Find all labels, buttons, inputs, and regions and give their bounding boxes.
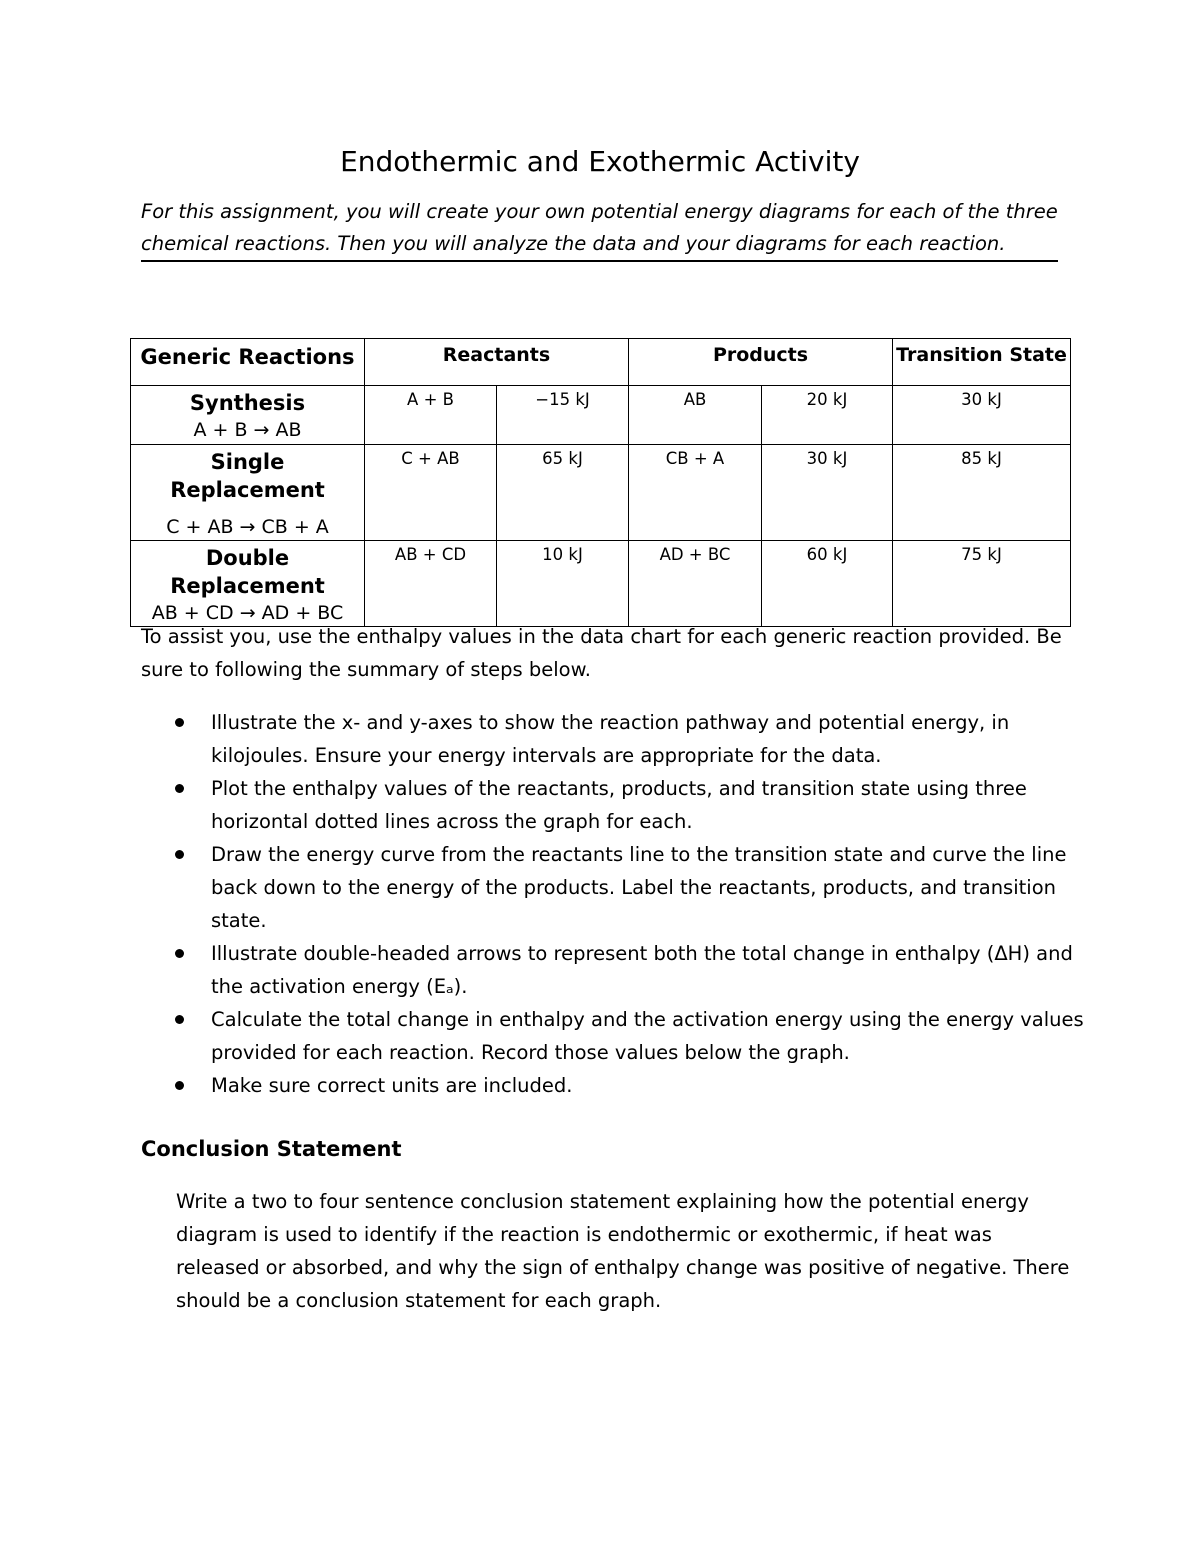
step-line: kilojoules. Ensure your energy intervals are appropriate for the data. <box>211 744 882 767</box>
reactant-energy-cell: 10 kJ <box>497 541 629 627</box>
header-products: Products <box>629 339 893 386</box>
transition-energy-cell: 75 kJ <box>893 541 1071 627</box>
list-item <box>141 706 1071 772</box>
product-energy-cell: 60 kJ <box>762 541 893 627</box>
table-row <box>131 445 1071 541</box>
intro-paragraph <box>141 196 1058 260</box>
header-reactants: Reactants <box>365 339 629 386</box>
product-cell: CB + A <box>629 445 762 541</box>
reactant-energy-cell: −15 kJ <box>497 386 629 445</box>
conclusion-paragraph <box>176 1185 1070 1317</box>
step-line: Calculate the total change in enthalpy and the activation energy using the energy values <box>211 1008 1084 1031</box>
table-header-row <box>131 339 1071 386</box>
step-line: Illustrate the x- and y-axes to show the reaction pathway and potential energy, in <box>211 711 1010 734</box>
assist-paragraph <box>141 620 1061 686</box>
reaction-data-table <box>130 338 1071 627</box>
bullet-icon <box>175 850 184 859</box>
transition-energy-cell: 85 kJ <box>893 445 1071 541</box>
reactant-cell: C + AB <box>365 445 497 541</box>
step-line: back down to the energy of the products. Label the reactants, products, and transition <box>211 876 1056 899</box>
reactant-energy-cell: 65 kJ <box>497 445 629 541</box>
bullet-icon <box>175 784 184 793</box>
step-line: provided for each reaction. Record those values below the graph. <box>211 1041 850 1064</box>
reaction-cell <box>131 445 365 541</box>
header-transition-state: Transition State <box>893 339 1071 386</box>
reactant-cell: AB + CD <box>365 541 497 627</box>
step-line: the activation energy (Eₐ). <box>211 975 468 998</box>
list-item <box>141 937 1071 1003</box>
bullet-icon <box>175 718 184 727</box>
intro-line: For this assignment, you will create your own potential energy diagrams for each of the three <box>141 200 1058 223</box>
product-cell: AD + BC <box>629 541 762 627</box>
step-line: Make sure correct units are included. <box>211 1074 573 1097</box>
bullet-icon <box>175 1015 184 1024</box>
table-row <box>131 541 1071 627</box>
header-generic-reactions: Generic Reactions <box>131 339 365 386</box>
assist-line: sure to following the summary of steps below. <box>141 658 591 681</box>
list-item <box>141 772 1071 838</box>
list-item <box>141 838 1071 937</box>
bullet-icon <box>175 949 184 958</box>
step-line: Illustrate double-headed arrows to represent both the total change in enthalpy (ΔH) and <box>211 942 1073 965</box>
step-line: Draw the energy curve from the reactants line to the transition state and curve the line <box>211 843 1067 866</box>
reaction-cell <box>131 541 365 627</box>
conclusion-line: should be a conclusion statement for each graph. <box>176 1289 662 1312</box>
page-title: Endothermic and Exothermic Activity <box>340 145 860 178</box>
conclusion-line: diagram is used to identify if the reaction is endothermic or exothermic, if heat was <box>176 1223 992 1246</box>
intro-line: chemical reactions. Then you will analyze the data and your diagrams for each reaction. <box>141 232 1006 255</box>
steps-list <box>141 706 1084 1102</box>
bullet-icon <box>175 1081 184 1090</box>
reaction-equation: C + AB → CB + A <box>166 516 329 538</box>
reaction-equation: A + B → AB <box>193 419 302 441</box>
table-row <box>131 386 1071 445</box>
reaction-cell <box>131 386 365 445</box>
product-cell: AB <box>629 386 762 445</box>
reaction-name: Single Replacement <box>170 450 325 502</box>
reaction-name: Double Replacement <box>170 546 325 598</box>
product-energy-cell: 20 kJ <box>762 386 893 445</box>
step-line: horizontal dotted lines across the graph for each. <box>211 810 693 833</box>
reaction-name: Synthesis <box>189 391 306 415</box>
list-item <box>141 1003 1084 1069</box>
conclusion-line: Write a two to four sentence conclusion statement explaining how the potential energy <box>176 1190 1029 1213</box>
step-line: state. <box>211 909 267 932</box>
reactant-cell: A + B <box>365 386 497 445</box>
transition-energy-cell: 30 kJ <box>893 386 1071 445</box>
assist-line: To assist you, use the enthalpy values in the data chart for each generic reaction provided. Be <box>141 625 1062 648</box>
product-energy-cell: 30 kJ <box>762 445 893 541</box>
conclusion-line: released or absorbed, and why the sign of enthalpy change was positive of negative. There <box>176 1256 1070 1279</box>
reaction-equation: AB + CD → AD + BC <box>151 602 344 624</box>
conclusion-heading: Conclusion Statement <box>141 1137 402 1161</box>
step-line: Plot the enthalpy values of the reactants, products, and transition state using three <box>211 777 1027 800</box>
list-item <box>141 1069 1071 1102</box>
intro-underline <box>141 260 1058 262</box>
